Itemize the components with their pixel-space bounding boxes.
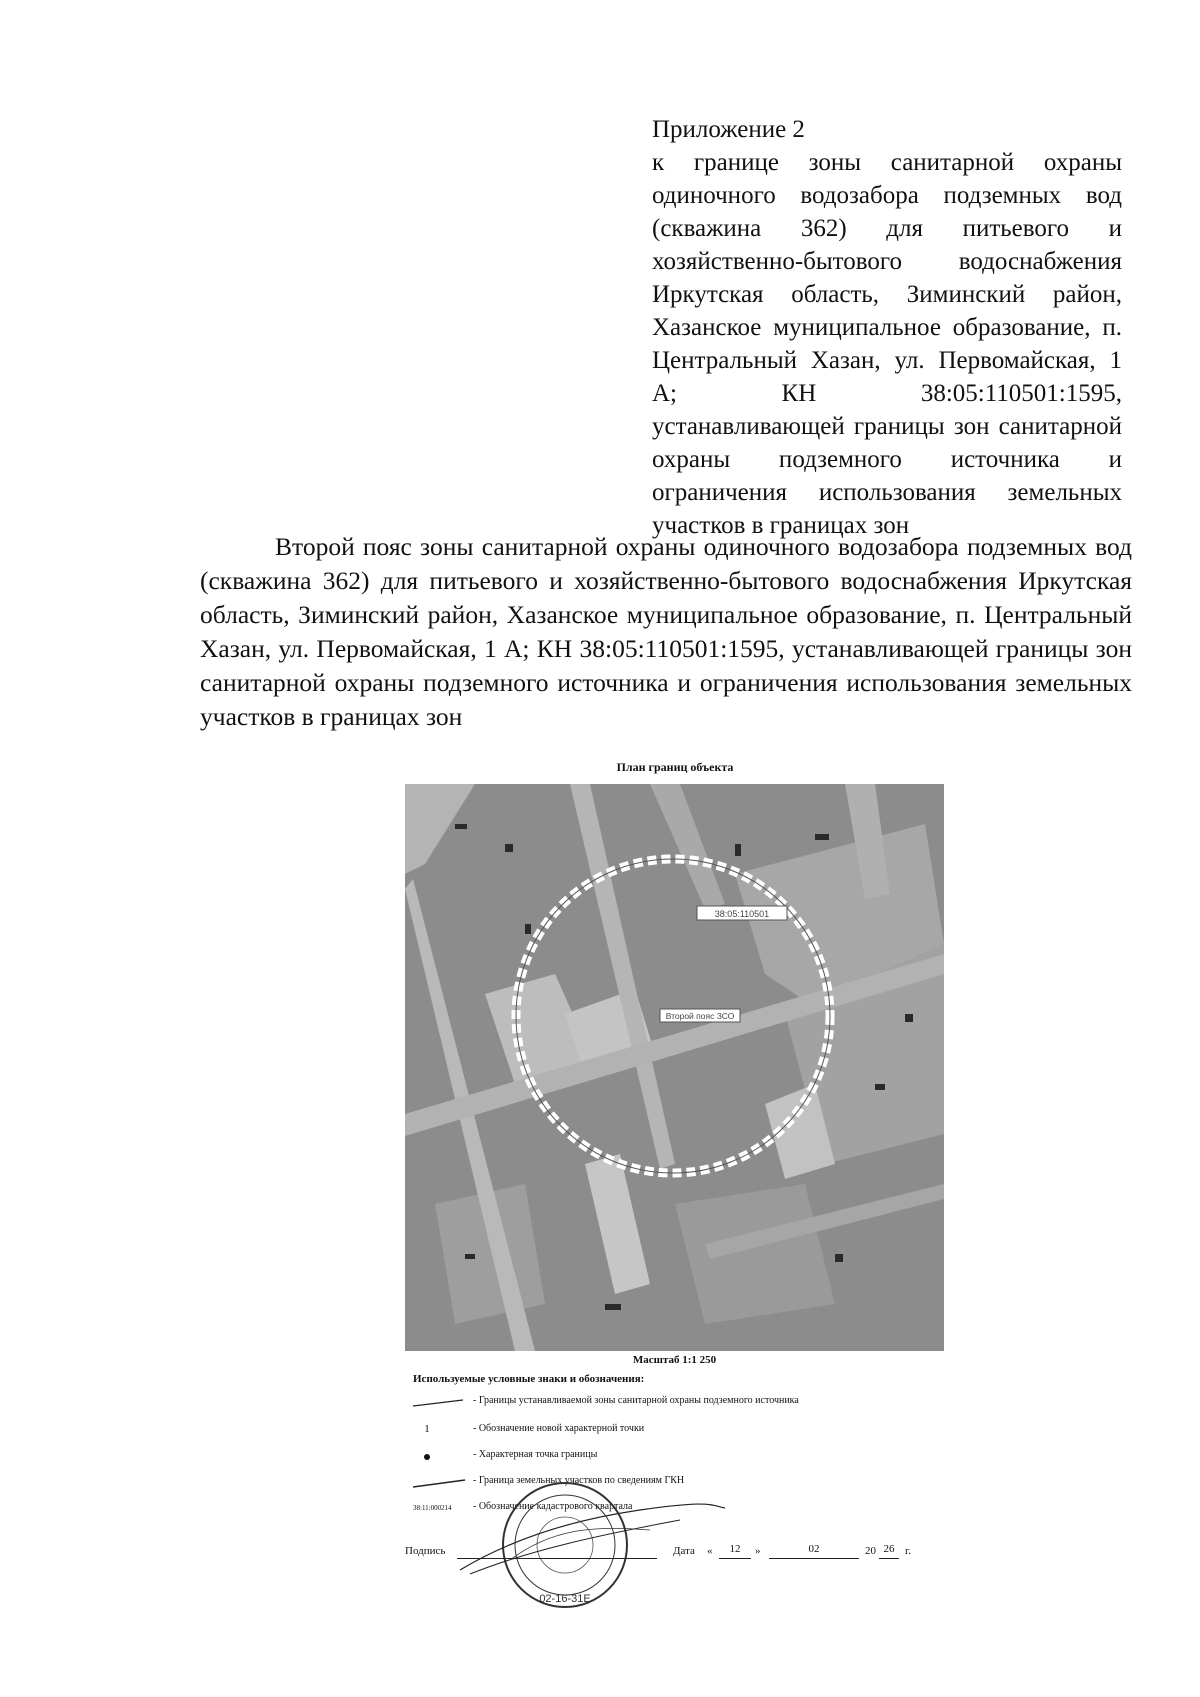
point-number-icon: 1 (424, 1423, 430, 1435)
legend-item-text: - Обозначение новой характерной точки (473, 1423, 645, 1434)
appendix-title: Приложение 2 (652, 116, 805, 143)
signature-scribble (450, 1500, 730, 1580)
plan-title (0, 760, 1200, 775)
boundary-line-icon (413, 1395, 468, 1411)
cadastral-quarter-icon: 38:11:000214 (413, 1504, 452, 1512)
appendix-body: к границе зоны санитарной охраны одиночного водозабора подземных вод (скважина 362) для питьевого и хозяйственно-бытового водоснабжения Иркутская область, Зиминский район, Хазанское муниципальное образование, п. Центральный Хазан, ул. Первомайская, 1 А; КН 38:05:110501:1595, устанавливающей границы зон санитарной охраны подземного источника и ограничения использования земельных участков в границах зон (652, 149, 1122, 539)
point-dot-icon (413, 1449, 468, 1465)
date-label: Дата (673, 1545, 695, 1557)
year-underline (879, 1558, 899, 1559)
parcel-line-icon (413, 1475, 468, 1491)
legend-item-text: - Характерная точка границы (473, 1449, 598, 1460)
date-month: 02 (808, 1543, 820, 1555)
date-day: 12 (729, 1543, 741, 1555)
legend-item (413, 1445, 973, 1471)
date-year-suffix: г. (905, 1545, 912, 1557)
legend-item-text: - Границы устанавливаемой зоны санитарной охраны подземного источника (473, 1395, 799, 1406)
aerial-map (405, 784, 944, 1351)
month-underline (769, 1558, 859, 1559)
sign-label: Подпись (405, 1545, 446, 1557)
date-year-prefix: 20 (865, 1545, 876, 1557)
legend-item (413, 1419, 973, 1445)
parcel-label: 38:05:110501 (714, 909, 770, 919)
sign-underline (457, 1558, 657, 1559)
legend-item-text: - Обозначение кадастрового квартала (473, 1501, 633, 1512)
zone-label: Второй пояс ЗСО (665, 1011, 735, 1021)
legend-item (413, 1391, 973, 1419)
day-underline (719, 1558, 751, 1559)
date-year: 26 (883, 1543, 895, 1555)
map-scale: Масштаб 1:1 250 (632, 1354, 717, 1366)
main-paragraph: Второй пояс зоны санитарной охраны одиночного водозабора подземных вод (скважина 362) для питьевого и хозяйственно-бытового водоснабжения Иркутская область, Зиминский район, Хазанское муниципальное образование, п. Центральный Хазан, ул. Первомайская, 1 А; КН 38:05:110501:1595, устанавливающей границы зон санитарной охраны подземного источника и ограничения использования земельных участков в границах зон (200, 532, 1132, 731)
legend-title: Используемые условные знаки и обозначения: (413, 1373, 645, 1385)
stamp-number: 02-16-31Е (539, 1593, 591, 1605)
plan-title-text: План границ объекта (616, 760, 734, 774)
legend-item (413, 1471, 973, 1497)
legend-item-text: - Граница земельных участков по сведениям ГКН (473, 1475, 685, 1486)
date-open-quote: « (707, 1545, 713, 1557)
appendix-header (652, 113, 1122, 542)
date-close-quote: » (755, 1545, 761, 1557)
